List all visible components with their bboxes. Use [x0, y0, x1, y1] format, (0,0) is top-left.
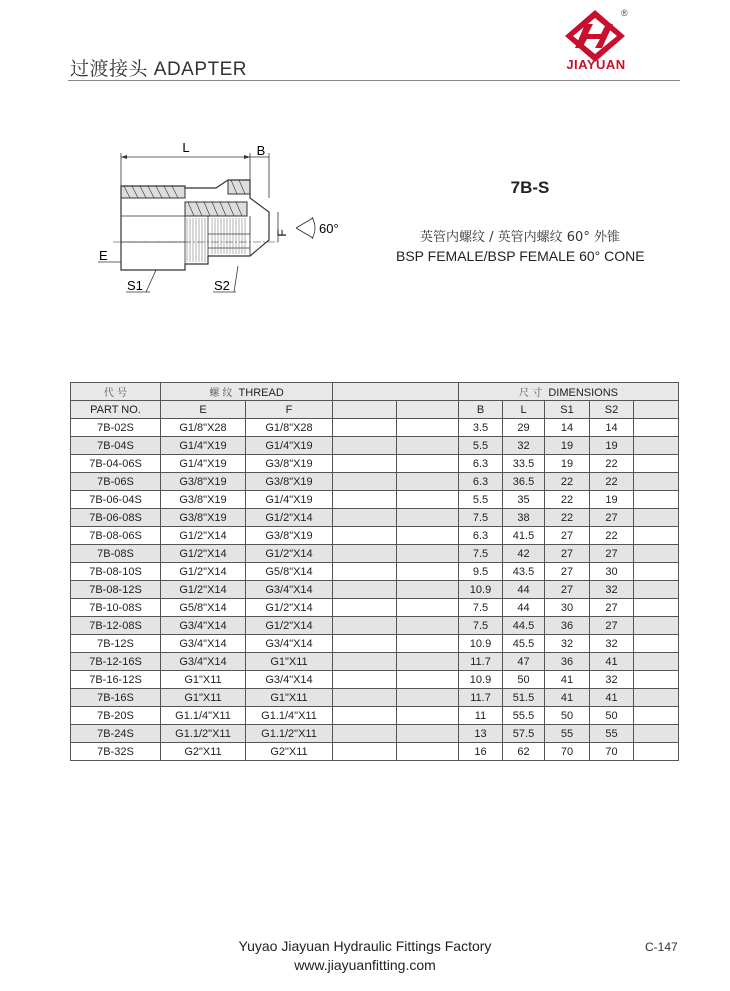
description-chinese: 英管内螺纹 / 英管内螺纹 60° 外锥 [420, 230, 620, 245]
table-cell: G1/2"X14 [246, 509, 333, 527]
table-cell-blank [333, 509, 397, 527]
table-cell: G1/4"X19 [161, 437, 246, 455]
table-cell: 7B-06-08S [71, 509, 161, 527]
table-cell-blank [634, 653, 679, 671]
table-cell: 7B-08-10S [71, 563, 161, 581]
page-number: C-147 [645, 940, 678, 954]
header-dimensions: 尺 寸 DIMENSIONS [459, 383, 679, 401]
table-cell: 7B-06-04S [71, 491, 161, 509]
table-row [71, 635, 679, 653]
table-cell-blank [397, 707, 459, 725]
table-cell: 22 [590, 473, 634, 491]
table-cell-blank [333, 725, 397, 743]
table-cell: G1/2"X14 [246, 617, 333, 635]
table-cell-blank [333, 545, 397, 563]
page-title: 过渡接头 ADAPTER [70, 59, 248, 80]
table-cell: 27 [590, 545, 634, 563]
table-cell: 36 [545, 653, 590, 671]
table-group-header [71, 383, 679, 401]
table-cell: 30 [590, 563, 634, 581]
table-row [71, 617, 679, 635]
table-cell: 7B-04-06S [71, 455, 161, 473]
table-cell-blank [397, 455, 459, 473]
table-cell: 27 [545, 545, 590, 563]
table-cell: 7B-16S [71, 689, 161, 707]
col-blank-2 [397, 401, 459, 419]
table-row [71, 527, 679, 545]
table-cell: G1/2"X14 [246, 599, 333, 617]
table-cell: G3/4"X14 [246, 671, 333, 689]
table-cell: 32 [503, 437, 545, 455]
table-cell: G1/2"X14 [246, 545, 333, 563]
table-cell-blank [333, 617, 397, 635]
table-cell: 7B-20S [71, 707, 161, 725]
table-cell: 47 [503, 653, 545, 671]
table-cell: G3/8"X19 [161, 473, 246, 491]
table-cell: 6.3 [459, 455, 503, 473]
table-cell: G3/8"X19 [161, 491, 246, 509]
table-cell: 19 [545, 437, 590, 455]
table-cell-blank [333, 671, 397, 689]
table-cell: G1"X11 [161, 671, 246, 689]
table-cell: 62 [503, 743, 545, 761]
table-cell-blank [333, 653, 397, 671]
table-cell: G2"X11 [161, 743, 246, 761]
table-cell: G3/8"X19 [246, 455, 333, 473]
table-cell-blank [634, 437, 679, 455]
table-cell-blank [333, 707, 397, 725]
table-cell: 32 [545, 635, 590, 653]
table-cell: G5/8"X14 [161, 599, 246, 617]
col-e: E [161, 401, 246, 419]
table-row [71, 473, 679, 491]
table-cell: 7B-32S [71, 743, 161, 761]
table-cell: 55.5 [503, 707, 545, 725]
table-cell: 29 [503, 419, 545, 437]
table-cell: 27 [545, 581, 590, 599]
col-b: B [459, 401, 503, 419]
table-cell-blank [634, 491, 679, 509]
table-cell: 41 [590, 689, 634, 707]
table-cell: 41.5 [503, 527, 545, 545]
table-cell: 19 [545, 455, 590, 473]
table-cell: 10.9 [459, 671, 503, 689]
table-cell-blank [634, 635, 679, 653]
table-cell: G3/4"X14 [161, 635, 246, 653]
table-cell: 7B-08S [71, 545, 161, 563]
table-cell: 41 [545, 689, 590, 707]
table-cell: 55 [590, 725, 634, 743]
table-cell: G1.1/4"X11 [246, 707, 333, 725]
table-cell-blank [333, 743, 397, 761]
table-cell: G3/8"X19 [246, 527, 333, 545]
table-cell: 32 [590, 635, 634, 653]
table-cell: 16 [459, 743, 503, 761]
table-cell-blank [333, 455, 397, 473]
table-cell: G1/8"X28 [161, 419, 246, 437]
table-cell: 13 [459, 725, 503, 743]
header-divider [68, 80, 680, 81]
table-cell: 5.5 [459, 491, 503, 509]
table-cell: G1/4"X19 [246, 491, 333, 509]
table-cell: 22 [590, 527, 634, 545]
table-cell: 50 [503, 671, 545, 689]
table-cell: 27 [590, 509, 634, 527]
table-cell: 14 [590, 419, 634, 437]
table-cell: 11 [459, 707, 503, 725]
table-cell: 11.7 [459, 653, 503, 671]
table-cell-blank [634, 671, 679, 689]
table-cell: 27 [545, 563, 590, 581]
table-row [71, 725, 679, 743]
table-cell: 27 [590, 617, 634, 635]
table-row [71, 419, 679, 437]
dim-label-l: L [182, 140, 190, 155]
table-cell: G2"X11 [246, 743, 333, 761]
table-cell: 6.3 [459, 473, 503, 491]
col-l: L [503, 401, 545, 419]
table-cell: 32 [590, 671, 634, 689]
table-body [71, 419, 679, 761]
table-cell: 36 [545, 617, 590, 635]
table-cell-blank [634, 599, 679, 617]
logo-brand: JIAYUAN [566, 57, 626, 72]
table-cell: 55 [545, 725, 590, 743]
dim-label-s2: S2 [214, 278, 230, 293]
table-cell: G3/4"X14 [246, 635, 333, 653]
table-cell: 51.5 [503, 689, 545, 707]
table-cell-blank [634, 689, 679, 707]
col-part-no: PART NO. [71, 401, 161, 419]
table-row [71, 689, 679, 707]
table-cell-blank [397, 581, 459, 599]
table-cell: G1/2"X14 [161, 581, 246, 599]
table-cell: G3/8"X19 [161, 509, 246, 527]
table-row [71, 671, 679, 689]
table-cell-blank [397, 671, 459, 689]
table-cell-blank [333, 419, 397, 437]
table-column-header [71, 401, 679, 419]
table-cell: 10.9 [459, 635, 503, 653]
table-cell: 19 [590, 437, 634, 455]
table-cell-blank [397, 599, 459, 617]
table-cell-blank [397, 725, 459, 743]
table-row [71, 509, 679, 527]
table-cell-blank [333, 491, 397, 509]
table-cell: G1/2"X14 [161, 545, 246, 563]
table-cell: G3/8"X19 [246, 473, 333, 491]
model-code: 7B-S [510, 178, 550, 197]
table-cell-blank [333, 437, 397, 455]
table-cell: 38 [503, 509, 545, 527]
table-cell: 7.5 [459, 617, 503, 635]
table-cell: 44 [503, 599, 545, 617]
table-cell: G1/2"X14 [161, 527, 246, 545]
table-cell-blank [634, 725, 679, 743]
table-cell: 7B-02S [71, 419, 161, 437]
header-thread: 螺 纹 THREAD [161, 383, 333, 401]
table-cell: G1/2"X14 [161, 563, 246, 581]
table-cell: G1"X11 [246, 689, 333, 707]
table-cell: 27 [590, 599, 634, 617]
table-cell: 22 [590, 455, 634, 473]
table-cell: 22 [545, 473, 590, 491]
table-cell: 9.5 [459, 563, 503, 581]
table-cell: G3/4"X14 [161, 617, 246, 635]
dim-label-f: F [275, 229, 289, 237]
table-cell: 10.9 [459, 581, 503, 599]
table-cell: 50 [545, 707, 590, 725]
table-row [71, 707, 679, 725]
table-cell: 42 [503, 545, 545, 563]
table-cell: 7B-06S [71, 473, 161, 491]
table-cell: 22 [545, 491, 590, 509]
table-row [71, 491, 679, 509]
table-cell-blank [634, 617, 679, 635]
table-cell-blank [634, 563, 679, 581]
table-row [71, 563, 679, 581]
table-cell-blank [634, 581, 679, 599]
table-cell: 7.5 [459, 509, 503, 527]
table-cell-blank [634, 545, 679, 563]
table-cell: 7B-08-12S [71, 581, 161, 599]
dim-label-e: E [99, 248, 108, 263]
table-cell: 5.5 [459, 437, 503, 455]
table-cell: 19 [590, 491, 634, 509]
table-cell-blank [397, 509, 459, 527]
table-cell: 30 [545, 599, 590, 617]
table-cell-blank [634, 743, 679, 761]
table-cell: 7B-12-16S [71, 653, 161, 671]
table-cell-blank [634, 527, 679, 545]
col-blank-3 [634, 401, 679, 419]
table-row [71, 545, 679, 563]
table-cell-blank [397, 617, 459, 635]
table-cell-blank [333, 527, 397, 545]
table-cell-blank [397, 491, 459, 509]
table-cell: 11.7 [459, 689, 503, 707]
table-cell: 33.5 [503, 455, 545, 473]
table-cell: 3.5 [459, 419, 503, 437]
table-cell: 7.5 [459, 545, 503, 563]
table-cell: G1.1/2"X11 [161, 725, 246, 743]
table-cell: 45.5 [503, 635, 545, 653]
table-cell-blank [333, 473, 397, 491]
table-cell: 7B-10-08S [71, 599, 161, 617]
table-cell: G1/4"X19 [161, 455, 246, 473]
table-cell: 14 [545, 419, 590, 437]
col-f: F [246, 401, 333, 419]
table-cell-blank [397, 635, 459, 653]
table-row [71, 437, 679, 455]
table-cell: G5/8"X14 [246, 563, 333, 581]
col-blank-1 [333, 401, 397, 419]
table-cell-blank [634, 509, 679, 527]
col-s1: S1 [545, 401, 590, 419]
table-cell: 7B-12-08S [71, 617, 161, 635]
footer-company: Yuyao Jiayuan Hydraulic Fittings Factory [238, 938, 492, 954]
table-cell-blank [397, 473, 459, 491]
table-row [71, 455, 679, 473]
dim-label-s1: S1 [127, 278, 143, 293]
table-cell: 7B-16-12S [71, 671, 161, 689]
description-english: BSP FEMALE/BSP FEMALE 60° CONE [396, 248, 645, 264]
table-cell-blank [333, 689, 397, 707]
table-cell-blank [634, 473, 679, 491]
table-cell: 44 [503, 581, 545, 599]
table-cell: 36.5 [503, 473, 545, 491]
table-cell-blank [634, 419, 679, 437]
table-cell: 43.5 [503, 563, 545, 581]
table-cell: 57.5 [503, 725, 545, 743]
table-cell: G1"X11 [246, 653, 333, 671]
table-row [71, 599, 679, 617]
dim-label-b: B [256, 143, 266, 158]
table-cell-blank [397, 743, 459, 761]
table-cell-blank [634, 707, 679, 725]
table-cell-blank [333, 635, 397, 653]
table-cell: G1.1/4"X11 [161, 707, 246, 725]
table-cell: 6.3 [459, 527, 503, 545]
table-cell-blank [397, 563, 459, 581]
table-cell: G3/4"X14 [246, 581, 333, 599]
table-cell: 50 [590, 707, 634, 725]
dimension-table [70, 382, 679, 761]
table-cell-blank [397, 437, 459, 455]
table-cell-blank [333, 599, 397, 617]
fitting-drawing [88, 138, 358, 298]
table-cell: 70 [590, 743, 634, 761]
table-cell: 41 [545, 671, 590, 689]
table-cell: G1.1/2"X11 [246, 725, 333, 743]
table-cell: 7.5 [459, 599, 503, 617]
table-cell: 41 [590, 653, 634, 671]
table-cell-blank [397, 545, 459, 563]
table-cell-blank [397, 653, 459, 671]
table-cell-blank [397, 527, 459, 545]
table-cell: 7B-04S [71, 437, 161, 455]
table-cell: 35 [503, 491, 545, 509]
table-cell: G1/4"X19 [246, 437, 333, 455]
table-cell: G1/8"X28 [246, 419, 333, 437]
table-cell: 7B-24S [71, 725, 161, 743]
angle-label: 60° [319, 221, 339, 236]
footer-website: www.jiayuanfitting.com [294, 957, 436, 973]
table-cell-blank [333, 581, 397, 599]
header-code: 代 号 [71, 383, 161, 401]
table-cell: 27 [545, 527, 590, 545]
table-row [71, 653, 679, 671]
table-cell-blank [333, 563, 397, 581]
col-s2: S2 [590, 401, 634, 419]
table-row [71, 743, 679, 761]
table-cell: 22 [545, 509, 590, 527]
table-row [71, 581, 679, 599]
table-cell-blank [397, 419, 459, 437]
table-cell: 70 [545, 743, 590, 761]
header-blank [333, 383, 459, 401]
table-cell: G3/4"X14 [161, 653, 246, 671]
table-cell: 7B-08-06S [71, 527, 161, 545]
table-cell-blank [634, 455, 679, 473]
table-cell: 32 [590, 581, 634, 599]
table-cell: 44.5 [503, 617, 545, 635]
registered-mark: ® [621, 8, 628, 18]
table-cell: 7B-12S [71, 635, 161, 653]
table-cell-blank [397, 689, 459, 707]
table-cell: G1"X11 [161, 689, 246, 707]
